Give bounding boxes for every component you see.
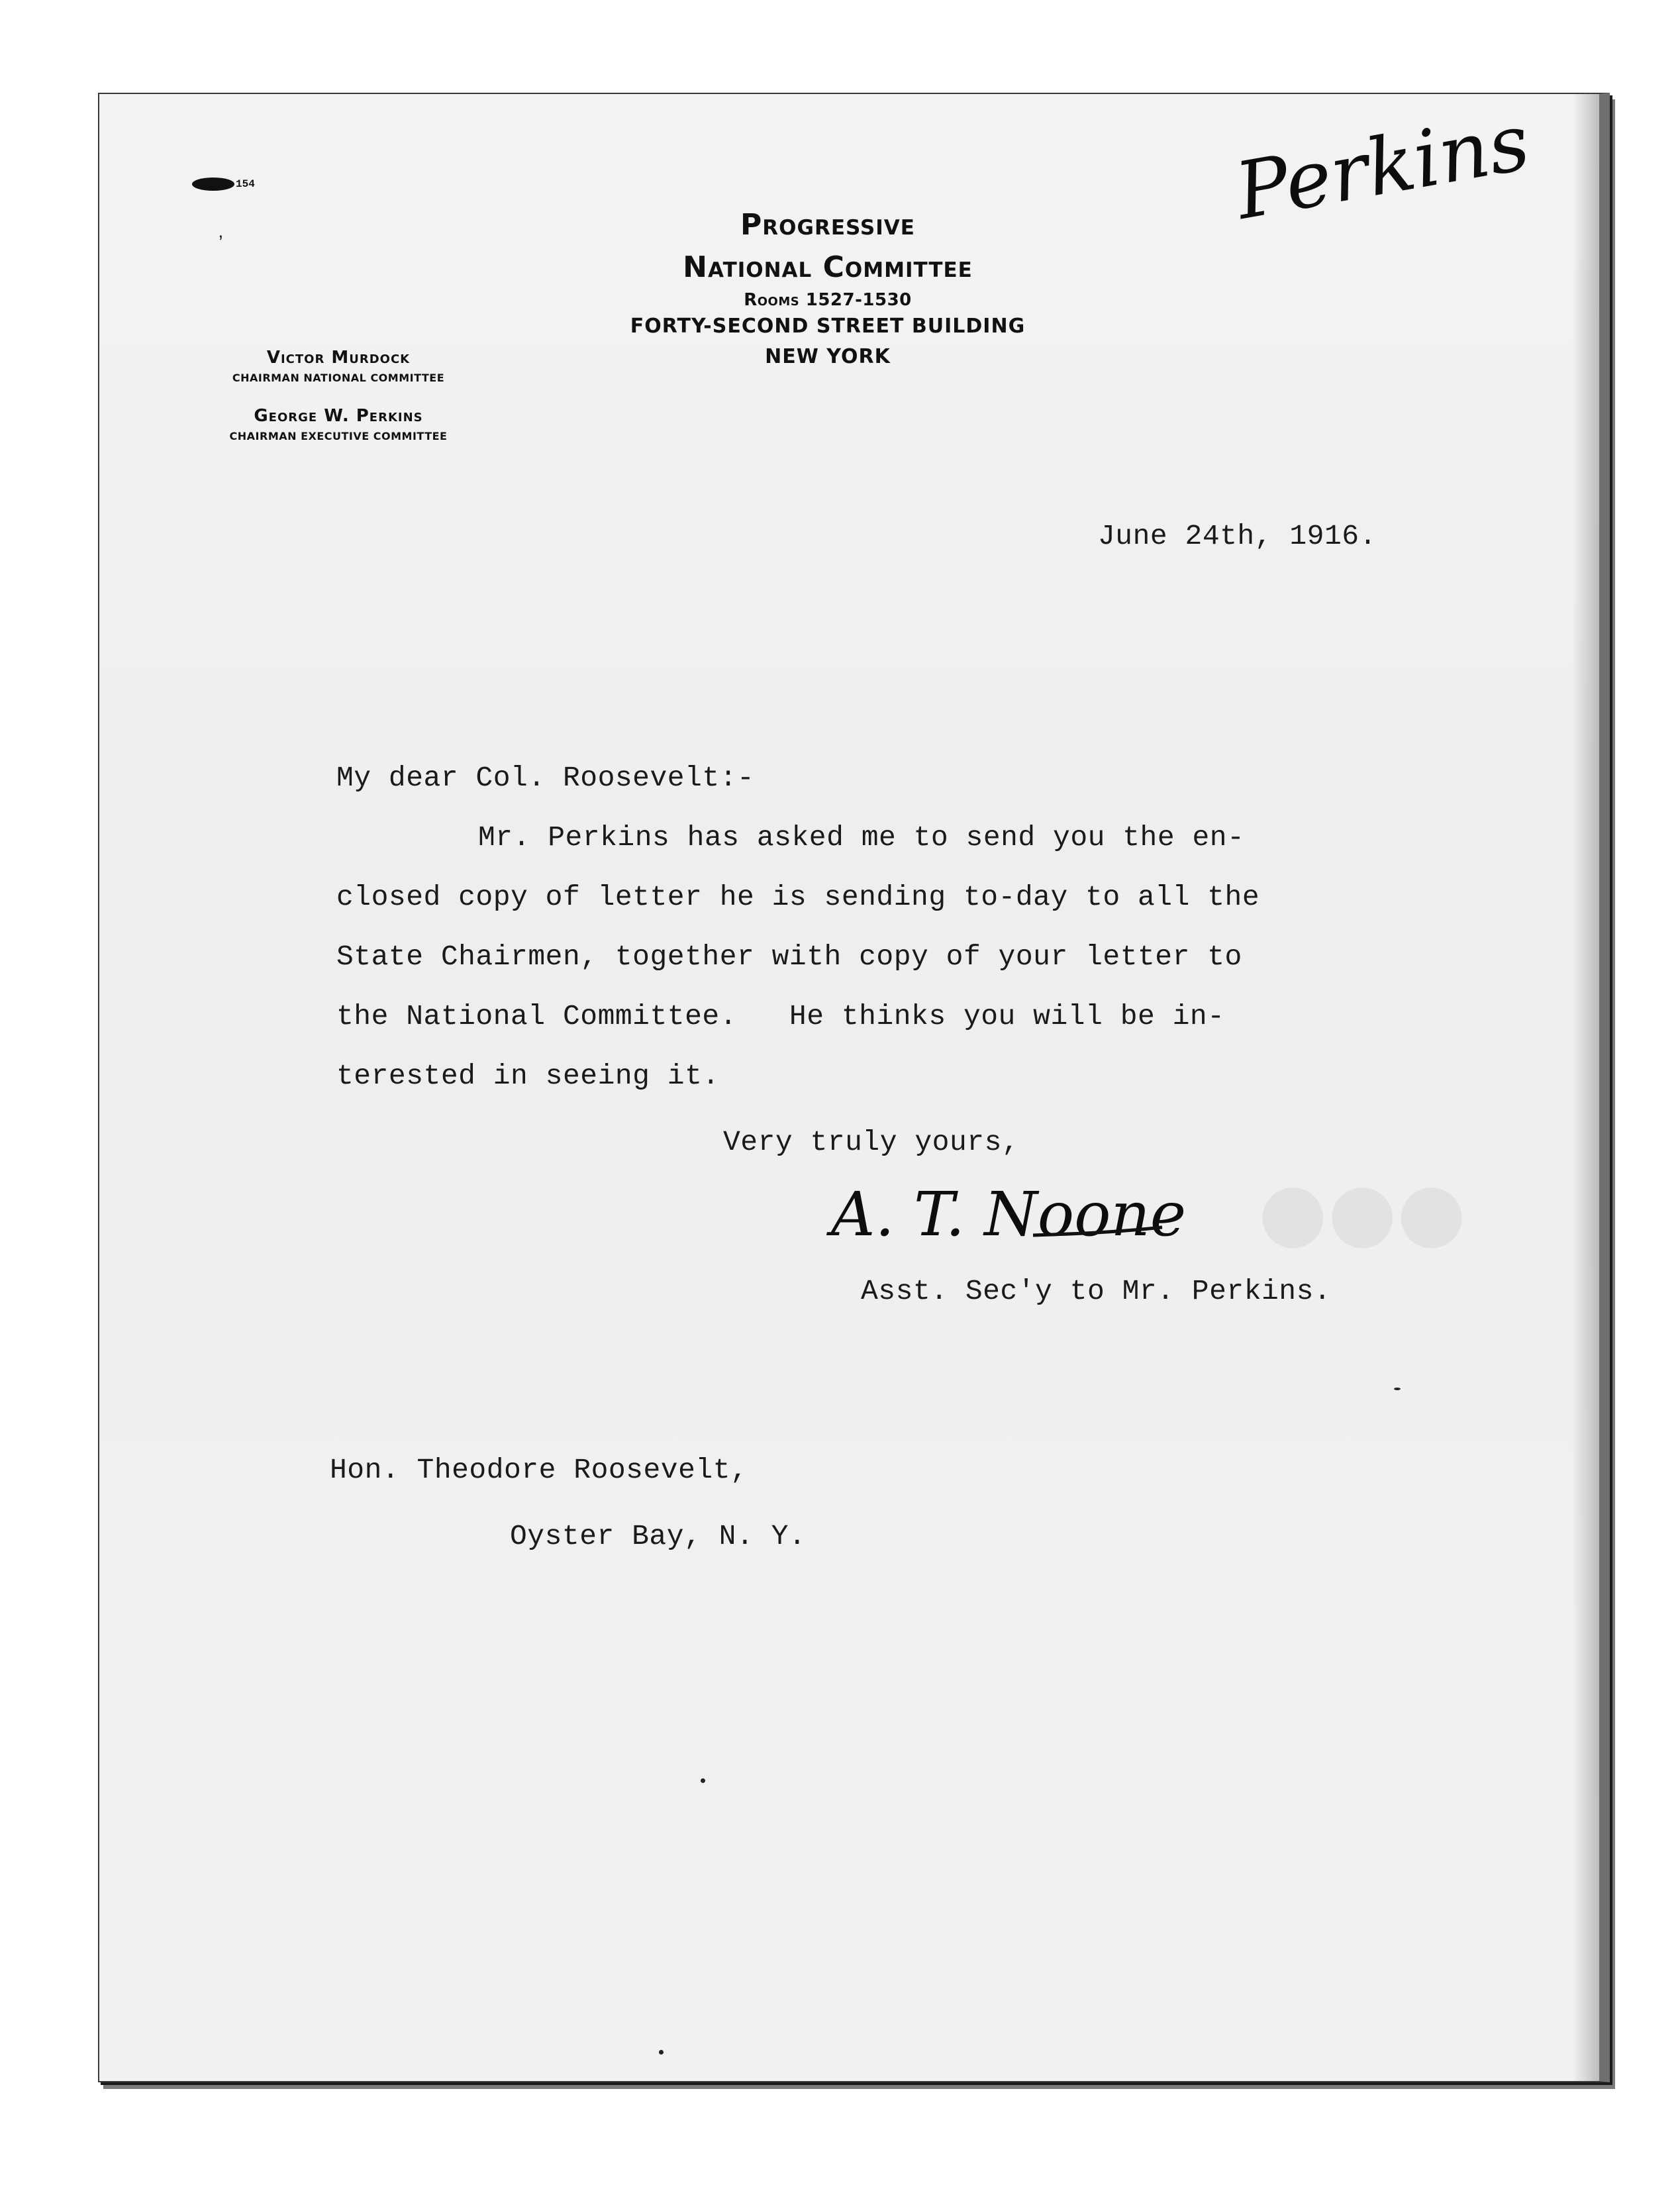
recipient-name: Hon. Theodore Roosevelt, (330, 1454, 748, 1486)
letter-closing: Very truly yours, (723, 1126, 1020, 1158)
union-label-oval-icon (192, 178, 234, 191)
union-label-bug (192, 178, 255, 191)
letterhead-building: FORTY-SECOND STREET BUILDING (630, 315, 1026, 338)
body-line-1: Mr. Perkins has asked me to send you the en- (478, 821, 1245, 854)
letterhead-officers (196, 346, 481, 445)
recipient-address: Oyster Bay, N. Y. (510, 1520, 807, 1552)
signer-title: Asst. Sec'y to Mr. Perkins. (861, 1275, 1332, 1307)
paper-speck (701, 1778, 705, 1783)
handwritten-annotation: Perkins (1229, 95, 1536, 237)
officer1-title: CHAIRMAN NATIONAL COMMITTEE (232, 372, 445, 384)
letterhead-org-line2: National Committee (683, 250, 973, 284)
body-line-4: the National Committee. He thinks you will be in- (336, 1000, 1225, 1033)
union-label-number: 154 (236, 178, 255, 190)
stray-mark: ’ (219, 232, 223, 254)
body-line-2: closed copy of letter he is sending to-day to all the (336, 881, 1260, 913)
letter-salutation: My dear Col. Roosevelt:- (336, 762, 755, 794)
letterhead-org-line1: Progressive (740, 208, 915, 242)
paper-speck (659, 2050, 664, 2055)
letter-signature: A. T. Noone (831, 1179, 1187, 1250)
letter-date: June 24th, 1916. (1098, 520, 1377, 552)
officer1-name: Victor Murdock (266, 348, 411, 368)
letterhead-city: NEW YORK (765, 345, 891, 368)
paper-speck (1394, 1388, 1401, 1390)
letterhead-rooms: Rooms 1527-1530 (744, 290, 912, 310)
letterhead-org-block (583, 204, 1073, 372)
officer2-name: George W. Perkins (254, 406, 423, 426)
signature-flourish (1033, 1222, 1165, 1242)
officer2-title: CHAIRMAN EXECUTIVE COMMITTEE (229, 430, 448, 442)
bleed-through: ●●● (1258, 1166, 1467, 1258)
body-line-5: terested in seeing it. (336, 1060, 720, 1092)
body-line-3: State Chairmen, together with copy of your letter to (336, 941, 1242, 973)
